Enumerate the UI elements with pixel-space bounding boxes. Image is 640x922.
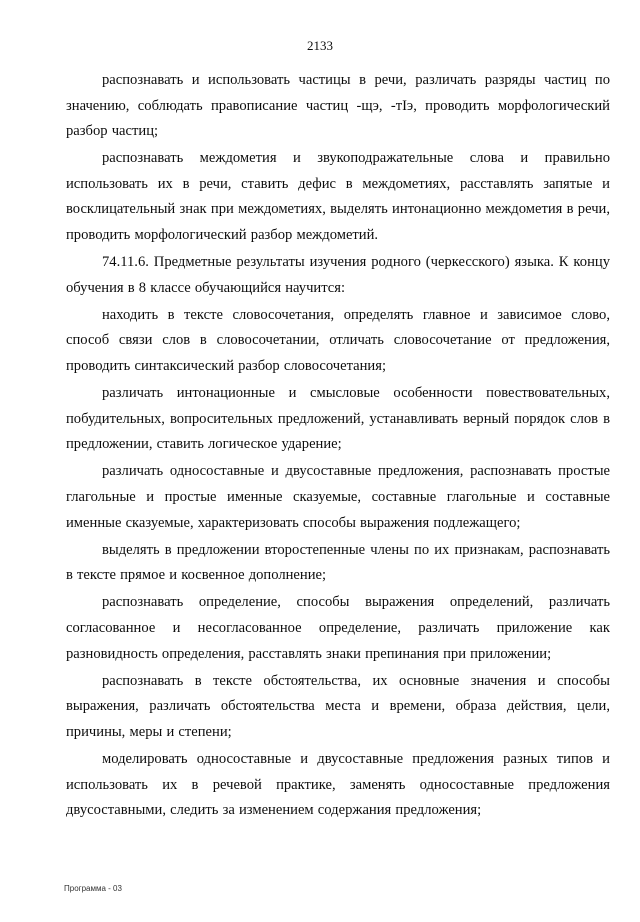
- paragraph-adverbials: распознавать в тексте обстоятельства, их основные значения и способы выражения, различать обстоятельства места и времени, образа действия, цели, причины, меры и степени;: [66, 672, 610, 740]
- paragraph-secondary-members: выделять в предложении второстепенные члены по их признакам, распознавать в тексте прямое и косвенное дополнение;: [66, 541, 610, 584]
- paragraph-modeling: моделировать односоставные и двусоставные предложения разных типов и использовать их в речевой практике, заменять односоставные предложения двусоставными, следить за изменением содержания предложения;: [66, 750, 610, 819]
- paragraph-sentence-types: различать интонационные и смысловые особенности повествовательных, побудительных, вопросительных предложений, устанавливать верный порядок слов в предложении, ставить логическое ударение;: [66, 385, 610, 453]
- paragraph-one-two-part-sentences: различать односоставные и двусоставные предложения, распознавать простые глагольные и простые именные сказуемые, составные глагольные и составные именные сказуемые, характеризовать способы выражения подлежащего;: [66, 463, 610, 531]
- page-footer: Программа - 03: [64, 884, 122, 893]
- paragraph-particles: распознавать и использовать частицы в речи, различать разряды частиц по значению, соблюдать правописание частиц -щэ, -тIэ, проводить морфологический разбор частиц;: [66, 72, 610, 140]
- page-number: 2133: [307, 38, 333, 53]
- paragraph-attributes: распознавать определение, способы выражения определений, различать согласованное и несогласованное определение, различать приложение как разновидность определения, расставлять знаки препинания при приложении;: [66, 594, 610, 662]
- paragraph-interjections: распознавать междометия и звукоподражательные слова и правильно использовать их в речи, ставить дефис в междометиях, расставлять запятые и восклицательный знак при междометиях, выделять интонационно междометия в речи, проводить морфологический разбор междометий.: [66, 150, 610, 244]
- paragraph-section-heading: 74.11.6. Предметные результаты изучения родного (черкесского) языка. К концу обучения в 8 классе обучающийся научится:: [66, 254, 610, 296]
- paragraph-word-combinations: находить в тексте словосочетания, определять главное и зависимое слово, способ связи слов в словосочетании, отличать словосочетание от предложения, проводить синтаксический разбор словосочетания;: [66, 306, 610, 375]
- document-body: [66, 68, 610, 825]
